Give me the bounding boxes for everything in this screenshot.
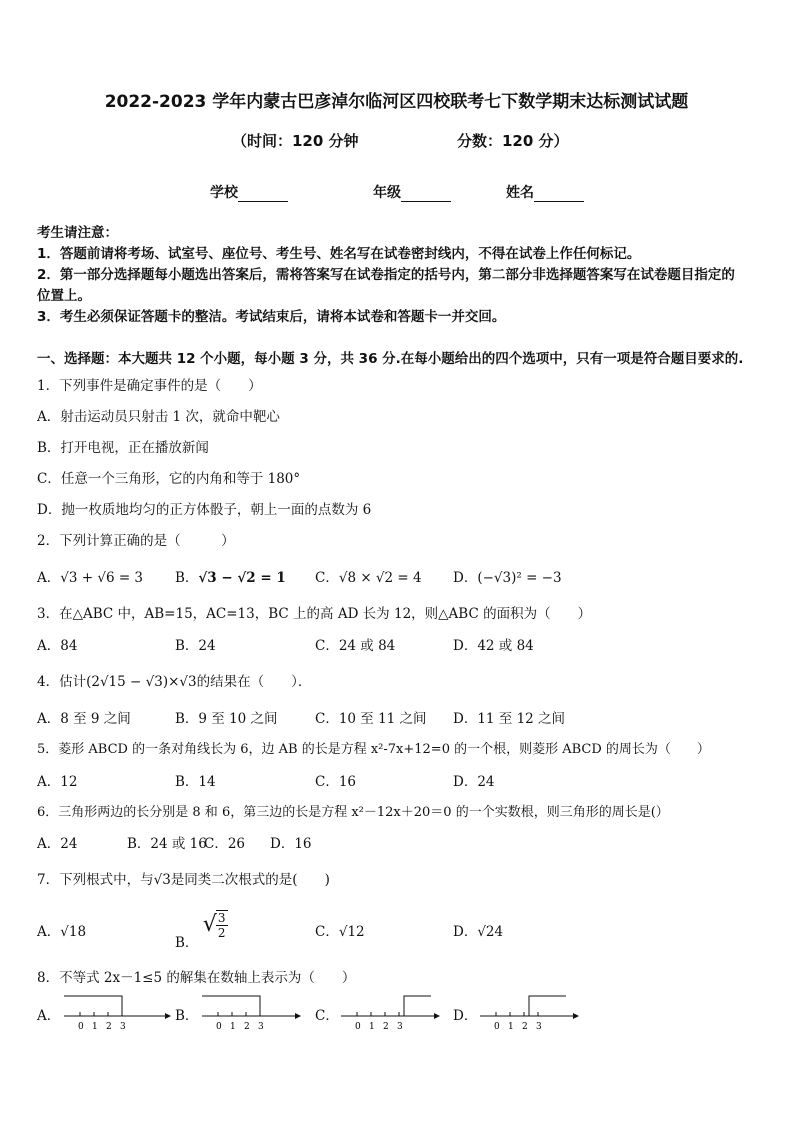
notice-item: 1．答题前请将考场、试室号、座位号、考生号、姓名写在试卷密封线内，不得在试卷上作任何标记。 <box>37 246 641 262</box>
q6-stem: 6．三角形两边的长分别是 8 和 6，第三边的长是方程 x²－12x＋20＝0 的一个实数根，则三角形的周长是(） <box>37 805 669 820</box>
q5-option-a[interactable]: A．12 <box>37 774 78 790</box>
q7-option-d[interactable] <box>453 920 503 940</box>
q8-option-c-label[interactable]: C． <box>315 1008 339 1024</box>
tick-label: 3 <box>258 1022 264 1032</box>
q2-b-expr: √3 − √2 = 1 <box>198 570 286 586</box>
tick-label: 0 <box>78 1022 84 1032</box>
solution-bracket <box>529 996 566 1016</box>
notice-item: 3．考生必须保证答题卡的整洁。考试结束后，请将本试卷和答题卡一并交回。 <box>37 309 506 325</box>
q8-number-line-a[interactable] <box>60 994 170 1034</box>
q8-option-b-label[interactable]: B． <box>175 1008 199 1024</box>
q3-option-c[interactable]: C．24 或 84 <box>315 638 396 654</box>
tick-label: 3 <box>397 1022 403 1032</box>
exam-title: 2022-2023 学年内蒙古巴彦淖尔临河区四校联考七下数学期末达标测试试题 <box>104 92 689 112</box>
solution-bracket <box>404 996 431 1016</box>
q2-option-b[interactable] <box>175 566 286 586</box>
q2-option-a[interactable] <box>37 566 143 586</box>
q7-b-numerator: 3 <box>217 911 226 925</box>
exam-score: 分数：120 分） <box>457 132 569 150</box>
q7-stem <box>37 868 330 888</box>
q4-stem-expr: (2√15 − √3)×√3 <box>86 674 197 690</box>
name-field[interactable] <box>506 182 584 202</box>
q3-stem: 3．在△ABC 中，AB=15，AC=13，BC 上的高 AD 长为 12，则△ABC 的面积为（ ） <box>37 606 592 622</box>
tick-label: 1 <box>230 1022 236 1032</box>
section-heading: 一、选择题：本大题共 12 个小题，每小题 3 分，共 36 分.在每小题给出的四个选项中，只有一项是符合题目要求的. <box>37 351 744 367</box>
q1-option-b[interactable]: B．打开电视，正在播放新闻 <box>37 440 209 456</box>
notice-heading: 考生请注意： <box>37 225 118 241</box>
tick-label: 2 <box>522 1022 528 1032</box>
q7-b-denominator: 2 <box>216 925 228 940</box>
tick-label: 1 <box>508 1022 514 1032</box>
q4-option-a[interactable]: A．8 至 9 之间 <box>37 711 131 727</box>
q7-option-c[interactable] <box>315 920 365 940</box>
q8-number-line-d[interactable] <box>476 994 586 1034</box>
q2-a-expr: √3 + √6 = 3 <box>60 570 144 586</box>
q7-b-label: B． <box>175 935 199 951</box>
tick-label: 1 <box>369 1022 375 1032</box>
q2-d-label: D． <box>453 570 478 586</box>
q1-option-a[interactable]: A．射击运动员只射击 1 次，就命中靶心 <box>37 409 280 425</box>
q7-d-label: D． <box>453 924 478 940</box>
q7-c-expr: √12 <box>338 924 365 940</box>
q6-option-c[interactable]: C．26 <box>204 836 246 852</box>
q6-option-d[interactable]: D．16 <box>270 836 312 852</box>
solution-bracket <box>202 996 260 1016</box>
q8-stem: 8．不等式 2x－1≤5 的解集在数轴上表示为（ ） <box>37 970 356 986</box>
q3-option-a[interactable]: A．84 <box>37 638 78 654</box>
q1-stem: 1．下列事件是确定事件的是（ ） <box>37 378 262 394</box>
exam-notice <box>37 223 762 328</box>
q3-option-b[interactable]: B．24 <box>175 638 216 654</box>
tick-label: 2 <box>244 1022 250 1032</box>
q8-option-a-label[interactable]: A． <box>37 1008 61 1024</box>
q7-option-a[interactable] <box>37 920 86 940</box>
q7-a-label: A． <box>37 924 61 940</box>
q2-b-label: B． <box>175 570 199 586</box>
q4-option-b[interactable]: B．9 至 10 之间 <box>175 711 278 727</box>
q8-number-line-c[interactable] <box>337 994 447 1034</box>
q2-c-expr: √8 × √2 = 4 <box>338 570 422 586</box>
tick-label: 3 <box>120 1022 126 1032</box>
school-blank[interactable] <box>238 187 288 202</box>
q3-option-d[interactable]: D．42 或 84 <box>453 638 534 654</box>
q7-b-expr: √ $\frac{3}{2}$ <box>203 910 228 941</box>
tick-label: 2 <box>106 1022 112 1032</box>
grade-field[interactable] <box>373 182 451 202</box>
solution-bracket <box>64 996 122 1016</box>
exam-time: （时间：120 分钟 <box>232 132 359 150</box>
q7-d-expr: √24 <box>477 924 504 940</box>
tick-label: 1 <box>92 1022 98 1032</box>
school-field[interactable] <box>210 182 288 202</box>
grade-blank[interactable] <box>401 187 451 202</box>
name-blank[interactable] <box>534 187 584 202</box>
grade-label: 年级 <box>373 185 401 201</box>
q4-option-c[interactable]: C．10 至 11 之间 <box>315 711 427 727</box>
tick-label: 0 <box>494 1022 500 1032</box>
q8-option-d-label[interactable]: D． <box>453 1008 478 1024</box>
q2-option-c[interactable] <box>315 566 422 586</box>
notice-item: 位置上。 <box>37 288 91 304</box>
q2-a-label: A． <box>37 570 61 586</box>
tick-label: 0 <box>216 1022 222 1032</box>
q2-option-d[interactable] <box>453 566 562 586</box>
q1-option-d[interactable]: D．抛一枚质地均匀的正方体骰子，朝上一面的点数为 6 <box>37 502 372 518</box>
q8-number-line-b[interactable] <box>198 994 308 1034</box>
q4-option-d[interactable]: D．11 至 12 之间 <box>453 711 566 727</box>
q2-d-expr: (−√3)² = −3 <box>477 570 562 586</box>
q2-c-label: C． <box>315 570 339 586</box>
q7-c-label: C． <box>315 924 339 940</box>
q7-stem-pre: 7．下列根式中，与 <box>37 872 154 888</box>
q7-option-b[interactable] <box>175 910 228 951</box>
tick-label: 0 <box>355 1022 361 1032</box>
q5-option-d[interactable]: D．24 <box>453 774 495 790</box>
q7-stem-expr: √3 <box>153 872 171 888</box>
q5-option-b[interactable]: B．14 <box>175 774 216 790</box>
q7-a-expr: √18 <box>60 924 87 940</box>
name-label: 姓名 <box>506 185 534 201</box>
q4-stem <box>37 670 311 690</box>
tick-label: 2 <box>383 1022 389 1032</box>
tick-label: 3 <box>536 1022 542 1032</box>
q5-option-c[interactable]: C．16 <box>315 774 357 790</box>
q2-stem: 2．下列计算正确的是（ ） <box>37 533 235 549</box>
notice-item: 2．第一部分选择题每小题选出答案后，需将答案写在试卷指定的括号内，第二部分非选择题答案写在试卷题目指定的 <box>37 267 735 283</box>
q4-stem-pre: 4．估计 <box>37 674 87 690</box>
q7-stem-post: 是同类二次根式的是( ) <box>170 872 330 888</box>
q6-option-a[interactable]: A．24 <box>37 836 78 852</box>
school-label: 学校 <box>210 185 238 201</box>
q5-stem: 5．菱形 ABCD 的一条对角线长为 6，边 AB 的长是方程 x²-7x+12=0 的一个根，则菱形 ABCD 的周长为（ ） <box>37 742 710 757</box>
q4-stem-post: 的结果在（ ）． <box>196 674 312 690</box>
q6-option-b[interactable]: B．24 或 16 <box>127 836 207 852</box>
q1-option-c[interactable]: C．任意一个三角形，它的内角和等于 180° <box>37 471 301 487</box>
